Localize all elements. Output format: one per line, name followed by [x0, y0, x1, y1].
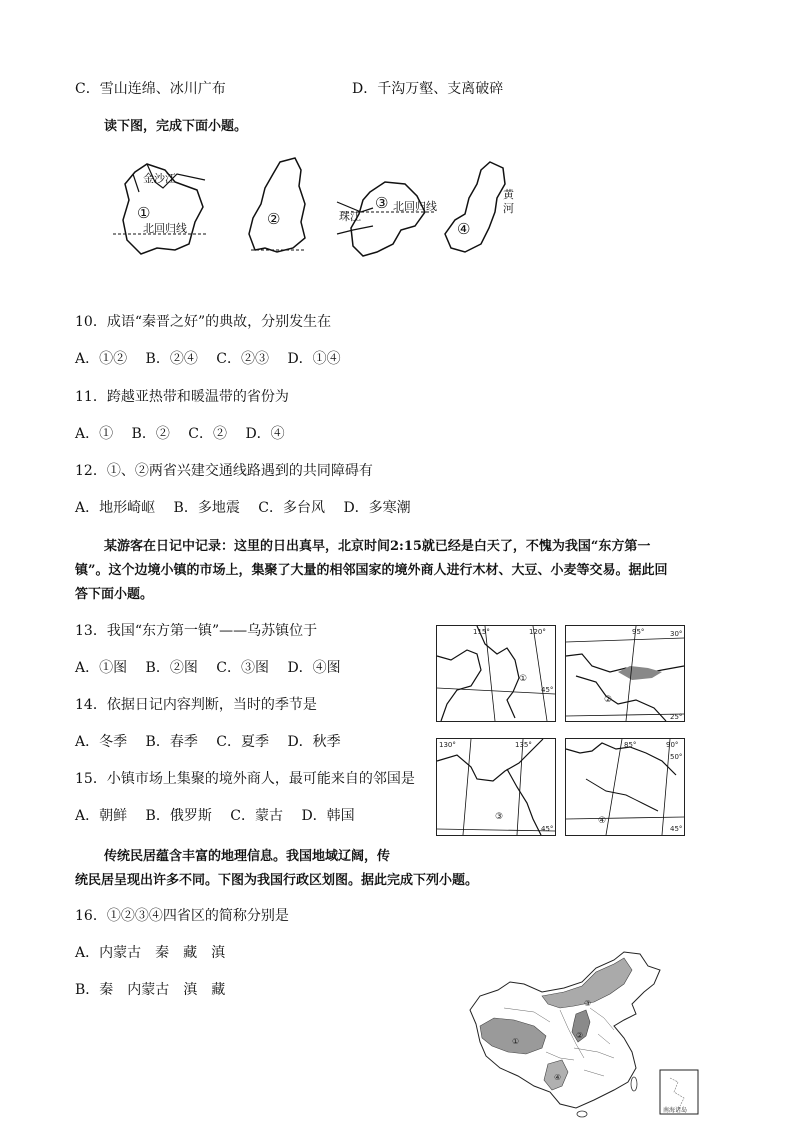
q14-stem: 14．依据日记内容判断，当时的季节是 — [75, 697, 317, 713]
q12-options: A．地形崎岖 B．多地震 C．多台风 D．多寒潮 — [75, 500, 411, 516]
fig-label-1: ① — [137, 204, 151, 222]
china-label-3: ③ — [584, 999, 592, 1008]
map2-lat-top: 30° — [670, 630, 683, 638]
q11-options: A．① B．② C．② D．④ — [75, 426, 285, 442]
q15-options: A．朝鲜 B．俄罗斯 C．蒙古 D．韩国 — [75, 808, 355, 824]
map4-lon-1: 85° — [624, 741, 637, 749]
q15-stem: 15．小镇市场上集聚的境外商人，最可能来自的邻国是 — [75, 771, 415, 787]
q14-options: A．冬季 B．春季 C．夏季 D．秋季 — [75, 734, 341, 750]
instruction-read-figure: 读下图，完成下面小题。 — [104, 119, 248, 134]
q10-stem: 10．成语“秦晋之好”的典故，分别发生在 — [75, 314, 332, 330]
map-box-4 — [565, 738, 685, 836]
q9-option-d: D．千沟万壑、支离破碎 — [352, 81, 504, 97]
fig-label-tropic-1: 北回归线 — [143, 222, 187, 235]
map2-num: ② — [604, 695, 613, 705]
q10-options: A．①② B．②④ C．②③ D．①④ — [75, 351, 341, 367]
map4-num: ④ — [598, 816, 607, 826]
china-label-1: ① — [512, 1037, 520, 1046]
fig-label-3: ③ — [375, 194, 389, 212]
diary-intro-line-3: 答下面小题。 — [75, 587, 154, 602]
map1-lat: 45° — [541, 686, 554, 694]
map-box-2 — [565, 625, 685, 722]
map3-lat: 45° — [541, 825, 554, 833]
province-3-outline — [337, 182, 437, 256]
diary-intro-line-2: 镇”。这个边境小镇的市场上，集聚了大量的相邻国家的境外商人进行木材、大豆、小麦等交易。据此回 — [75, 563, 668, 578]
map2-lon: 95° — [632, 628, 645, 636]
map3-num: ③ — [495, 812, 504, 822]
map2-lat: 25° — [670, 713, 683, 721]
map-box-3 — [436, 738, 556, 836]
map1-lon-1: 115° — [473, 628, 490, 636]
map4-lat-top: 50° — [670, 753, 683, 761]
province-1-outline — [113, 164, 207, 254]
china-label-4: ④ — [554, 1073, 562, 1082]
map3-lon-1: 130° — [439, 741, 456, 749]
map4-lon-2: 90° — [666, 741, 679, 749]
map1-lon-2: 120° — [529, 628, 546, 636]
fig-label-jinshajiang: 金沙江 — [143, 172, 176, 185]
map1-num: ① — [519, 674, 528, 684]
fig-label-he: 河 — [503, 202, 514, 215]
q16-option-b: B．秦 内蒙古 滇 藏 — [75, 982, 226, 998]
fig-label-tropic-3: 北回归线 — [393, 200, 437, 213]
fig-label-2: ② — [267, 210, 281, 228]
south-china-sea-inset-label: 南海诸岛 — [663, 1107, 688, 1114]
china-admin-map — [464, 948, 704, 1120]
q12-stem: 12．①、②两省兴建交通线路遇到的共同障碍有 — [75, 463, 373, 479]
q13-options: A．①图 B．②图 C．③图 D．④图 — [75, 660, 341, 676]
province-outline-figure — [105, 152, 514, 272]
china-label-2: ② — [576, 1031, 584, 1040]
diary-intro-line-1: 某游客在日记中记录：这里的日出真早，北京时间2:15就已经是白天了，不愧为我国“东方第一 — [104, 539, 651, 554]
q16-option-a: A．内蒙古 秦 藏 滇 — [75, 945, 226, 961]
q11-stem: 11．跨越亚热带和暖温带的省份为 — [75, 389, 289, 405]
map4-lat: 45° — [670, 825, 683, 833]
fig-label-huang: 黄 — [503, 188, 514, 201]
q9-option-c: C．雪山连绵、冰川广布 — [75, 81, 226, 97]
province-4-outline — [445, 162, 515, 252]
fig-label-zhujiang: 珠江 — [339, 210, 361, 223]
residence-intro-line-1: 传统民居蕴含丰富的地理信息。我国地域辽阔，传 — [104, 849, 391, 864]
province-2-outline — [249, 158, 305, 252]
fig-label-4: ④ — [457, 220, 471, 238]
residence-intro-line-2: 统民居呈现出许多不同。下图为我国行政区划图。据此完成下列小题。 — [75, 873, 479, 888]
q13-stem: 13．我国“东方第一镇”——乌苏镇位于 — [75, 623, 318, 639]
map3-lon-2: 135° — [515, 741, 532, 749]
q16-stem: 16．①②③④四省区的简称分别是 — [75, 908, 289, 924]
map-box-1 — [436, 625, 556, 722]
